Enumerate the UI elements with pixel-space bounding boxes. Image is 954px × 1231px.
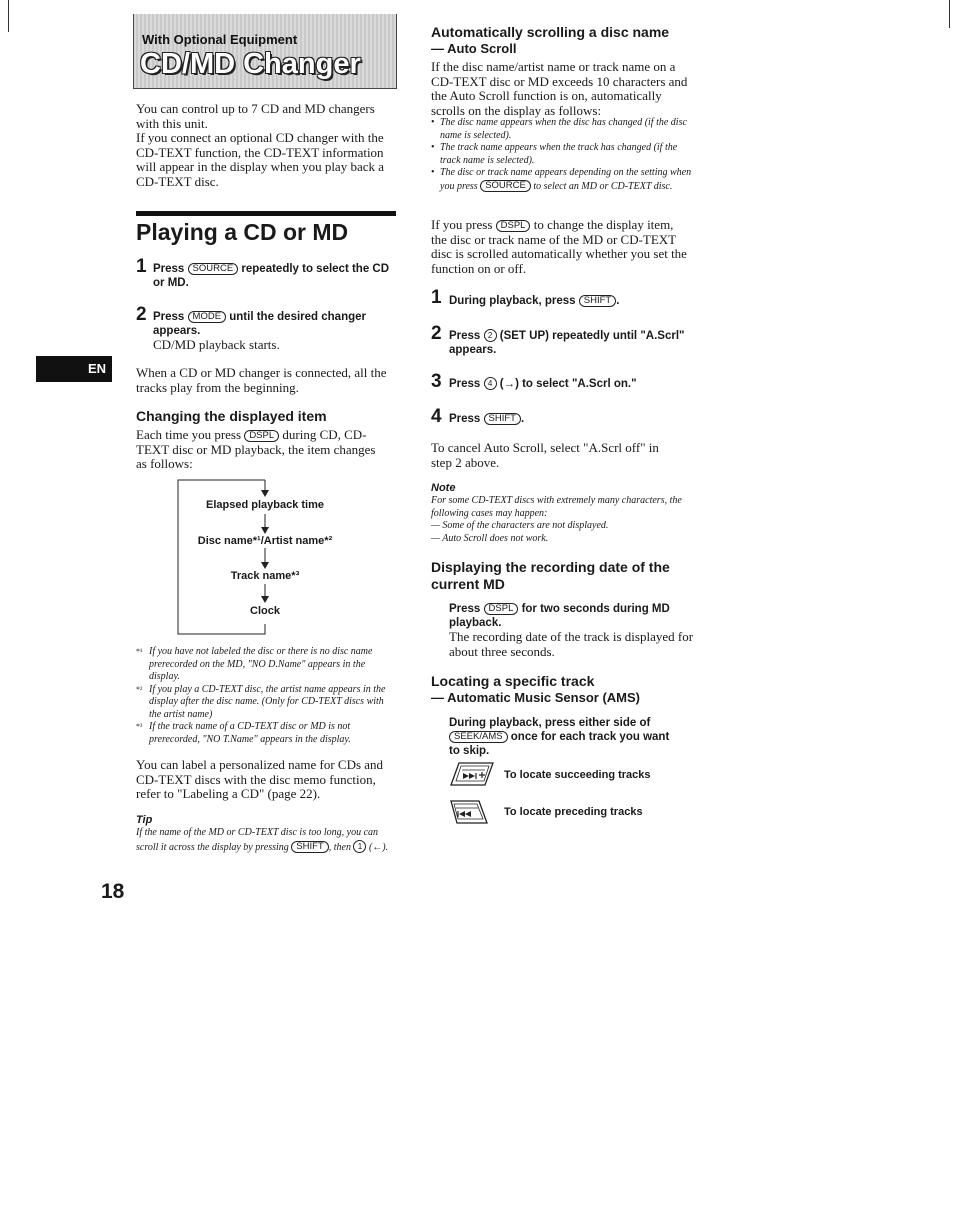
step-number: 2 — [431, 323, 442, 344]
displayed-intro: Each time you press DSPL during CD, CD-TEXT disc or MD playback, the item changes as follows: — [136, 427, 376, 471]
auto-scroll-intro: If the disc name/artist name or track name on a CD-TEXT disc or MD exceeds 10 characters and the Auto Scroll function is on, automatically scrolls on the display as follows: — [431, 59, 688, 118]
step-number: 1 — [136, 256, 147, 277]
header-banner — [133, 14, 397, 89]
note-text: For some CD-TEXT discs with extremely many characters, the following cases may happen: — Some of the characters are not displayed. — Auto Scroll does not work. — [431, 495, 699, 545]
shift-key: SHIFT — [291, 841, 328, 853]
locating-instruction: During playback, press either side of SEEK/AMS once for each track you want to skip. — [449, 717, 670, 757]
dspl-scroll-text: If you press DSPL to change the display item, the disc or track name of the MD or CD-TEXT disc is scrolled automatically whether you set the function on or off. — [431, 217, 687, 276]
flow-item-disc-artist: Disc name*¹/Artist name*² — [197, 535, 333, 547]
scan-edge-line — [8, 0, 9, 32]
intro-line-1: You can control up to 7 CD and MD changers with this unit. — [136, 101, 375, 131]
flow-item-clock: Clock — [250, 605, 280, 617]
bullet-item: • The disc name appears when the disc has changed (if the disc name is selected). — [440, 117, 693, 142]
seek-backward-icon — [449, 799, 489, 826]
language-tab — [36, 356, 112, 382]
footnote: *¹ If you have not labeled the disc or there is no disc name prerecorded on the MD, "NO D.Name" appears in the display. — [136, 646, 373, 682]
auto-scroll-bullets — [431, 117, 693, 193]
footnotes — [136, 646, 394, 746]
section-label: With Optional Equipment — [142, 32, 298, 47]
mode-key: MODE — [188, 311, 227, 323]
tip-label: Tip — [136, 814, 153, 826]
playing-step-1: Press SOURCE repeatedly to select the CD or MD. — [153, 263, 390, 289]
source-key: SOURCE — [480, 180, 531, 192]
dspl-key: DSPL — [496, 220, 531, 232]
note-item: — Auto Scroll does not work. — [431, 532, 549, 544]
auto-scroll-step-3: Press 4 (→) to select "A.Scrl on." — [449, 378, 637, 390]
button-1-icon: 1 — [353, 840, 366, 853]
auto-scroll-step-4: Press SHIFT . — [449, 413, 525, 425]
note-label: Note — [431, 482, 456, 494]
auto-scroll-heading: Automatically scrolling a disc name — [431, 24, 670, 40]
intro-paragraph — [136, 102, 396, 189]
playing-after-text: When a CD or MD changer is connected, all the tracks play from the beginning. — [136, 365, 387, 395]
note-item: — Some of the characters are not displayed. — [431, 520, 609, 531]
step-number: 2 — [136, 304, 147, 325]
shift-key: SHIFT — [579, 295, 616, 307]
auto-scroll-step-2: Press 2 (SET UP) repeatedly until "A.Scrl" appears. — [449, 330, 685, 356]
playing-heading: Playing a CD or MD — [136, 219, 349, 245]
flow-item-elapsed: Elapsed playback time — [206, 499, 324, 511]
footnote: *³ If the track name of a CD-TEXT disc or MD is not prerecorded, "NO T.Name" appears in the display. — [136, 721, 351, 745]
step-number: 3 — [431, 371, 442, 392]
button-4-icon: 4 — [484, 377, 497, 390]
locating-subheading: — Automatic Music Sensor (AMS) — [431, 690, 640, 705]
tip-text: If the name of the MD or CD-TEXT disc is too long, you can scroll it across the display by pressing SHIFT , then 1 (←). — [136, 827, 389, 853]
label-name-text: You can label a personalized name for CDs and CD-TEXT discs with the disc memo function, refer to "Labeling a CD" (page 22). — [136, 757, 384, 801]
seek-forward-icon — [449, 761, 495, 787]
dspl-key: DSPL — [484, 603, 519, 615]
step-2-result: CD/MD playback starts. — [153, 337, 280, 352]
bullet-item: • The track name appears when the track has changed (if the track name is selected). — [440, 142, 693, 167]
flow-item-track: Track name*³ — [230, 570, 300, 582]
next-track-label: To locate succeeding tracks — [504, 769, 651, 781]
dspl-key: DSPL — [244, 430, 279, 442]
source-key: SOURCE — [188, 263, 239, 275]
recording-heading: Displaying the recording date of the current MD — [431, 559, 670, 592]
shift-key: SHIFT — [484, 413, 521, 425]
step-number: 1 — [431, 287, 442, 308]
page-title: CD/MD Changer — [140, 48, 361, 80]
section-rule — [136, 211, 396, 216]
scan-edge-line — [949, 0, 950, 28]
recording-text: The recording date of the track is displayed for about three seconds. — [449, 629, 694, 659]
playing-step-2: Press MODE until the desired changer appears. — [153, 311, 366, 337]
auto-scroll-subheading: — Auto Scroll — [431, 41, 517, 56]
page-number: 18 — [101, 880, 125, 903]
auto-scroll-step-1: During playback, press SHIFT . — [449, 295, 620, 307]
previous-track-label: To locate preceding tracks — [504, 806, 643, 818]
recording-instruction: Press DSPL for two seconds during MD playback. — [449, 603, 670, 629]
displayed-heading: Changing the displayed item — [136, 408, 327, 424]
cancel-text: To cancel Auto Scroll, select "A.Scrl off" in step 2 above. — [431, 440, 659, 470]
locating-heading: Locating a specific track — [431, 673, 595, 689]
language-tab-label: EN — [87, 361, 106, 376]
intro-line-2: If you connect an optional CD changer with the CD-TEXT function, the CD-TEXT information will appear in the display when you play back a CD-TEXT disc. — [136, 130, 385, 189]
seek-ams-key: SEEK/AMS — [449, 731, 508, 743]
footnote: *² If you play a CD-TEXT disc, the artist name appears in the display after the disc name. (Only for CD-TEXT discs with the artist name) — [136, 683, 386, 720]
bullet-item: • The disc or track name appears depending on the setting when you press SOURCE to select an MD or CD-TEXT disc. — [440, 167, 693, 193]
button-2-icon: 2 — [484, 329, 497, 342]
step-number: 4 — [431, 406, 442, 427]
